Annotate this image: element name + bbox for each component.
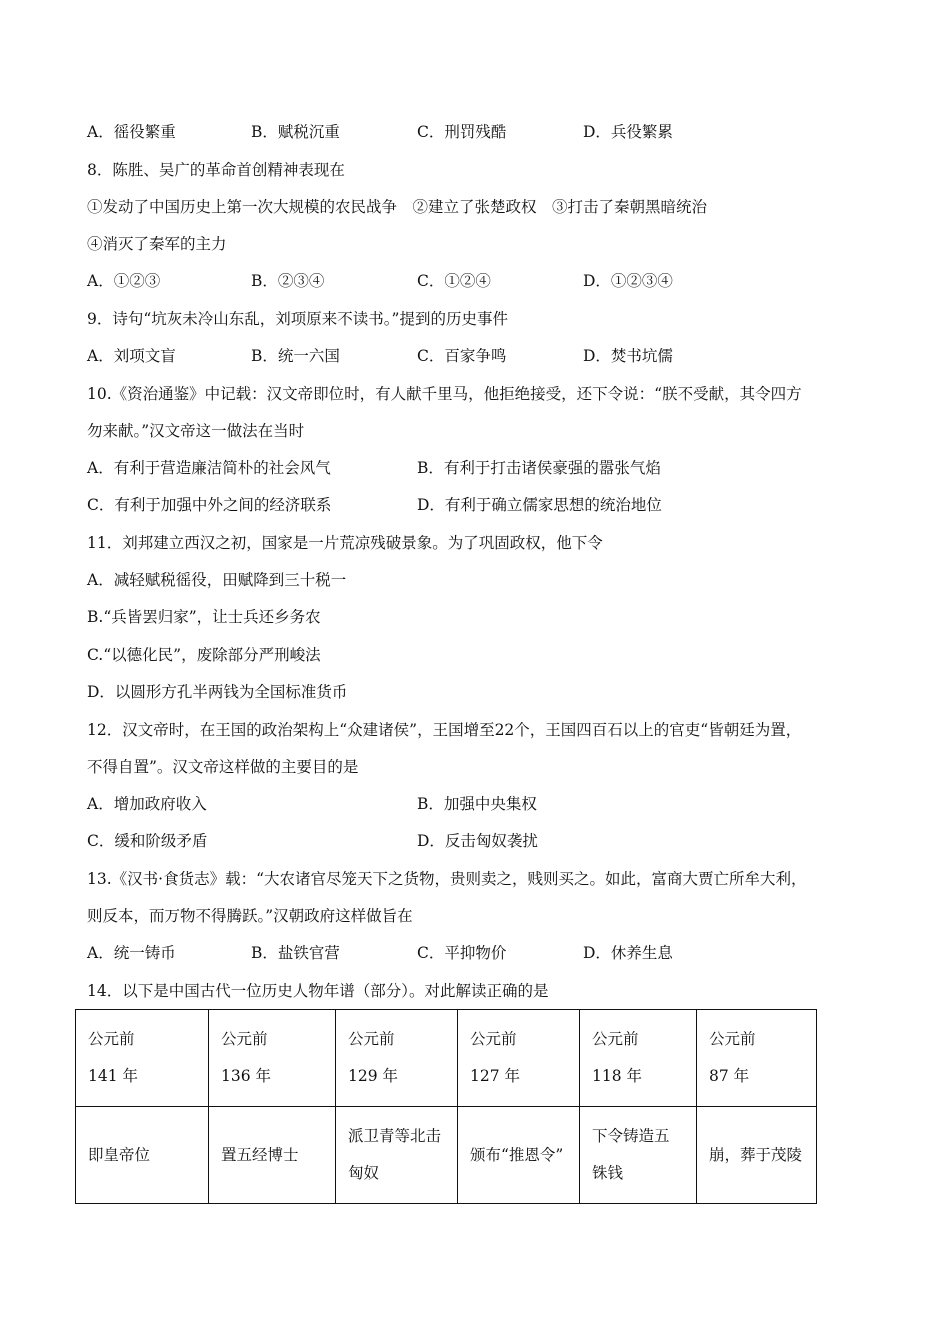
q11-option-d: D．以圆形方孔半两钱为全国标准货币 — [87, 683, 348, 701]
q7-option-c: C．刑罚残酷 — [417, 123, 507, 141]
table-row-years — [76, 1010, 817, 1107]
q13-option-c: C．平抑物价 — [417, 944, 507, 962]
q12-option-c: C．缓和阶级矛盾 — [87, 832, 208, 850]
q9-stem: 9．诗句“坑灰未冷山东乱，刘项原来不读书。”提到的历史事件 — [87, 310, 508, 328]
q12-stem-line2: 不得自置”。汉文帝这样做的主要目的是 — [87, 758, 359, 776]
event-cell: 派卫青等北击 匈奴 — [336, 1107, 458, 1204]
q13-option-b: B．盐铁官营 — [251, 944, 340, 962]
q10-option-d: D．有利于确立儒家思想的统治地位 — [417, 496, 662, 514]
q8-option-d: D．①②③④ — [583, 272, 673, 290]
q13-option-a: A．统一铸币 — [87, 944, 176, 962]
q10-option-a: A．有利于营造廉洁简朴的社会风气 — [87, 459, 331, 477]
q8-option-c: C．①②④ — [417, 272, 491, 290]
year-cell: 公元前 141 年 — [76, 1010, 209, 1107]
q10-option-b: B．有利于打击诸侯豪强的嚣张气焰 — [417, 459, 661, 477]
event-cell: 颁布“推恩令” — [458, 1107, 580, 1204]
year-cell: 公元前 136 年 — [209, 1010, 336, 1107]
q12-option-b: B．加强中央集权 — [417, 795, 537, 813]
q7-option-d: D．兵役繁累 — [583, 123, 673, 141]
q12-option-d: D．反击匈奴袭扰 — [417, 832, 538, 850]
q10-stem-line2: 勿来献。”汉文帝这一做法在当时 — [87, 422, 305, 440]
year-cell: 公元前 127 年 — [458, 1010, 580, 1107]
q9-option-c: C．百家争鸣 — [417, 347, 507, 365]
chronology-table — [75, 1009, 817, 1204]
q8-stem: 8．陈胜、吴广的革命首创精神表现在 — [87, 161, 345, 179]
q12-option-a: A．增加政府收入 — [87, 795, 207, 813]
q13-option-d: D．休养生息 — [583, 944, 673, 962]
event-cell: 置五经博士 — [209, 1107, 336, 1204]
q11-option-b: B.“兵皆罢归家”，让士兵还乡务农 — [87, 608, 321, 626]
q10-option-c: C．有利于加强中外之间的经济联系 — [87, 496, 332, 514]
year-cell: 公元前 129 年 — [336, 1010, 458, 1107]
q12-stem-line1: 12．汉文帝时，在王国的政治架构上“众建诸侯”，王国增至22个，王国四百石以上的官吏“皆朝廷为置， — [87, 721, 802, 739]
q7-option-b: B．赋税沉重 — [251, 123, 340, 141]
q10-stem-line1: 10.《资治通鉴》中记载：汉文帝即位时，有人献千里马，他拒绝接受，还下令说：“朕不受献，其令四方 — [87, 385, 802, 403]
table-row-events — [76, 1107, 817, 1204]
q11-stem: 11．刘邦建立西汉之初，国家是一片荒凉残破景象。为了巩固政权，他下令 — [87, 534, 603, 552]
q8-items-line1: ①发动了中国历史上第一次大规模的农民战争 ②建立了张楚政权 ③打击了秦朝黑暗统治 — [87, 198, 708, 216]
year-cell: 公元前 118 年 — [580, 1010, 697, 1107]
event-cell: 崩，葬于茂陵 — [697, 1107, 817, 1204]
q9-option-b: B．统一六国 — [251, 347, 340, 365]
q9-option-a: A．刘项文盲 — [87, 347, 176, 365]
q7-option-a: A．徭役繁重 — [87, 123, 176, 141]
q14-stem: 14．以下是中国古代一位历史人物年谱（部分）。对此解读正确的是 — [87, 982, 549, 1000]
q13-stem-line2: 则反本，而万物不得腾跃。”汉朝政府这样做旨在 — [87, 907, 413, 925]
q11-option-a: A．减轻赋税徭役，田赋降到三十税一 — [87, 571, 347, 589]
q8-option-b: B．②③④ — [251, 272, 325, 290]
q8-items-line2: ④消灭了秦军的主力 — [87, 235, 227, 253]
year-cell: 公元前 87 年 — [697, 1010, 817, 1107]
q9-option-d: D．焚书坑儒 — [583, 347, 673, 365]
q8-option-a: A．①②③ — [87, 272, 161, 290]
event-cell: 即皇帝位 — [76, 1107, 209, 1204]
event-cell: 下令铸造五 铢钱 — [580, 1107, 697, 1204]
q13-stem-line1: 13.《汉书·食货志》载：“大农诸官尽笼天下之货物，贵则卖之，贱则买之。如此，富商大贾亡所牟大利， — [87, 870, 807, 888]
q11-option-c: C.“以德化民”，废除部分严刑峻法 — [87, 646, 321, 664]
